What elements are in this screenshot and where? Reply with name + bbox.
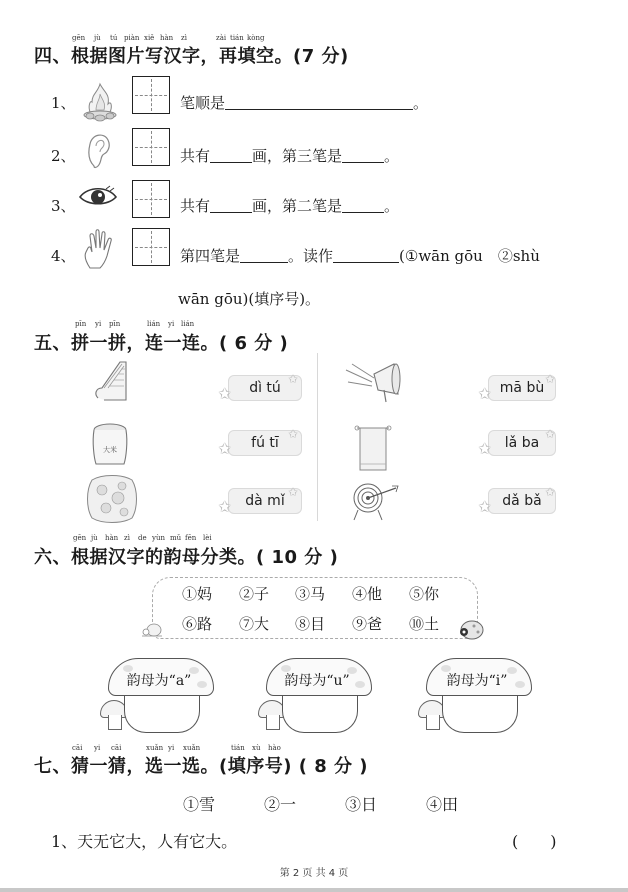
- pinyin: hào: [268, 744, 281, 752]
- question-label: (①wān gōu ②shù: [399, 247, 540, 265]
- question-label: 。: [384, 197, 400, 215]
- campfire-icon: [82, 80, 118, 122]
- hand-icon: [82, 226, 116, 270]
- pinyin-card-label: dà mǐ: [245, 493, 285, 509]
- small-mushroom-stem: [266, 715, 280, 730]
- small-mushroom-stem: [108, 715, 122, 730]
- character-option: ⑨爸: [352, 615, 383, 633]
- pinyin-card-label: dǎ bǎ: [502, 493, 542, 509]
- character-option: ②子: [239, 585, 270, 603]
- map-icon[interactable]: [86, 474, 138, 524]
- question-continuation: wān gōu)(填序号)。: [178, 290, 321, 308]
- answer-option: ③日: [345, 795, 378, 814]
- pinyin: yi: [95, 320, 102, 328]
- answer-blank[interactable]: [240, 247, 288, 263]
- writing-grid-box[interactable]: [132, 228, 170, 266]
- answer-blank[interactable]: [225, 94, 413, 110]
- star-icon: ✩: [288, 427, 299, 441]
- answer-blank[interactable]: [210, 147, 252, 163]
- category-box-a[interactable]: [100, 658, 218, 738]
- pinyin: zì: [124, 534, 130, 542]
- character-option: ⑥路: [182, 615, 213, 633]
- question-label: 共有: [180, 147, 211, 165]
- pinyin: jù: [91, 534, 98, 542]
- pinyin: tián: [231, 744, 245, 752]
- star-icon: ✩: [478, 439, 492, 458]
- character-option: ④他: [352, 585, 383, 603]
- star-icon: ✩: [545, 372, 556, 386]
- star-icon: ✩: [545, 427, 556, 441]
- section-6-title: 六、根据汉字的韵母分类。( 10 分 ): [34, 547, 339, 568]
- pinyin: lèi: [203, 534, 212, 542]
- answer-blank[interactable]: [210, 197, 252, 213]
- pinyin: kòng: [247, 34, 265, 42]
- eye-icon: [78, 184, 118, 210]
- row-number: 3、: [51, 197, 76, 215]
- pinyin: jù: [94, 34, 101, 42]
- escalator-icon[interactable]: [94, 358, 128, 402]
- pinyin: zài: [216, 34, 227, 42]
- target-icon[interactable]: [352, 480, 400, 522]
- section-4-title: 四、根据图片写汉字，再填空。(7 分): [34, 46, 349, 67]
- question-label: 第四笔是: [180, 247, 241, 265]
- question-text: [180, 245, 540, 266]
- pinyin: piàn: [124, 34, 140, 42]
- star-icon: ✩: [478, 497, 492, 516]
- question-label: 画，第三笔是: [252, 147, 343, 165]
- pinyin: lián: [147, 320, 161, 328]
- row-number: 4、: [51, 247, 76, 265]
- pinyin: tú: [110, 34, 118, 42]
- writing-grid-box[interactable]: [132, 180, 170, 218]
- towel-icon[interactable]: [354, 424, 392, 472]
- pinyin: xuǎn: [146, 744, 164, 752]
- pinyin: yi: [168, 744, 175, 752]
- row-number: 2、: [51, 147, 76, 165]
- answer-parentheses[interactable]: ( ): [512, 832, 557, 851]
- page-bottom-edge: [0, 888, 628, 892]
- snail-icon: [140, 622, 164, 638]
- star-icon: ✩: [545, 485, 556, 499]
- pinyin: cāi: [72, 744, 83, 752]
- writing-grid-box[interactable]: [132, 76, 170, 114]
- page-footer: 第 2 页 共 4 页: [279, 868, 349, 879]
- answer-option: ①雪: [183, 795, 216, 814]
- category-label: 韵母为“a”: [126, 673, 192, 689]
- pinyin-card-label: lǎ ba: [504, 435, 540, 451]
- writing-grid-box[interactable]: [132, 128, 170, 166]
- section-7-title: 七、猜一猜，选一选。(填序号) ( 8 分 ): [34, 756, 368, 777]
- pinyin: xiě: [144, 34, 155, 42]
- star-icon: ✩: [478, 384, 492, 403]
- pinyin: yi: [94, 744, 101, 752]
- character-option: ⑤你: [409, 585, 440, 603]
- question-label: 笔顺是: [180, 94, 226, 112]
- answer-blank[interactable]: [342, 197, 384, 213]
- pinyin-card-label: mā bù: [499, 380, 545, 396]
- pinyin: xù: [252, 744, 261, 752]
- category-label: 韵母为“u”: [284, 673, 350, 689]
- answer-area[interactable]: [124, 692, 200, 733]
- star-icon: ✩: [288, 485, 299, 499]
- small-mushroom-stem: [426, 715, 440, 730]
- character-option: ⑦大: [239, 615, 270, 633]
- section-5-title: 五、拼一拼，连一连。( 6 分 ): [34, 333, 289, 354]
- pinyin: cāi: [111, 744, 122, 752]
- megaphone-icon[interactable]: [344, 360, 408, 406]
- pinyin: hàn: [105, 534, 119, 542]
- pinyin: pīn: [109, 320, 121, 328]
- ear-icon: [86, 130, 112, 170]
- answer-blank[interactable]: [342, 147, 384, 163]
- answer-blank[interactable]: [333, 247, 399, 263]
- character-option: ①妈: [182, 585, 213, 603]
- pinyin: tián: [230, 34, 244, 42]
- answer-option: ④田: [426, 795, 459, 814]
- ladybug-icon: [456, 618, 484, 640]
- pinyin: pīn: [75, 320, 87, 328]
- pinyin: gēn: [73, 534, 87, 542]
- pinyin-card-label: dì tú: [249, 380, 281, 396]
- category-box-i[interactable]: [418, 658, 536, 738]
- question-label: 。: [413, 94, 429, 112]
- category-label: 韵母为“i”: [446, 673, 508, 689]
- pinyin: de: [138, 534, 147, 542]
- question-text: [180, 145, 399, 166]
- pinyin: yi: [168, 320, 175, 328]
- character-option: ③马: [295, 585, 326, 603]
- svg-text:大米: 大米: [103, 446, 117, 454]
- star-icon: ✩: [218, 497, 232, 516]
- question-label: 画，第二笔是: [252, 197, 343, 215]
- question-label: 。读作: [288, 247, 334, 265]
- category-box-u[interactable]: [258, 658, 376, 738]
- pinyin: gēn: [72, 34, 86, 42]
- question-text: [180, 92, 428, 113]
- answer-area[interactable]: [442, 692, 518, 733]
- question-label: 共有: [180, 197, 211, 215]
- column-divider: [317, 353, 318, 521]
- pinyin: fēn: [185, 534, 197, 542]
- pinyin: lián: [181, 320, 195, 328]
- riddle-question: 1、天无它大，人有它大。: [51, 832, 238, 851]
- pinyin-card-label: fú tī: [251, 435, 279, 451]
- pinyin: mǔ: [170, 534, 182, 542]
- star-icon: ✩: [288, 372, 299, 386]
- rice-bag-icon[interactable]: [92, 422, 128, 468]
- star-icon: ✩: [218, 439, 232, 458]
- character-option: ⑧目: [295, 615, 326, 633]
- star-icon: ✩: [218, 384, 232, 403]
- question-text: [180, 195, 399, 216]
- pinyin: zì: [181, 34, 187, 42]
- answer-option: ②一: [264, 795, 297, 814]
- pinyin: hàn: [160, 34, 174, 42]
- row-number: 1、: [51, 94, 76, 112]
- answer-area[interactable]: [282, 692, 358, 733]
- pinyin: yùn: [152, 534, 165, 542]
- character-option: ⑩土: [409, 615, 440, 633]
- question-label: 。: [384, 147, 400, 165]
- pinyin: xuǎn: [183, 744, 201, 752]
